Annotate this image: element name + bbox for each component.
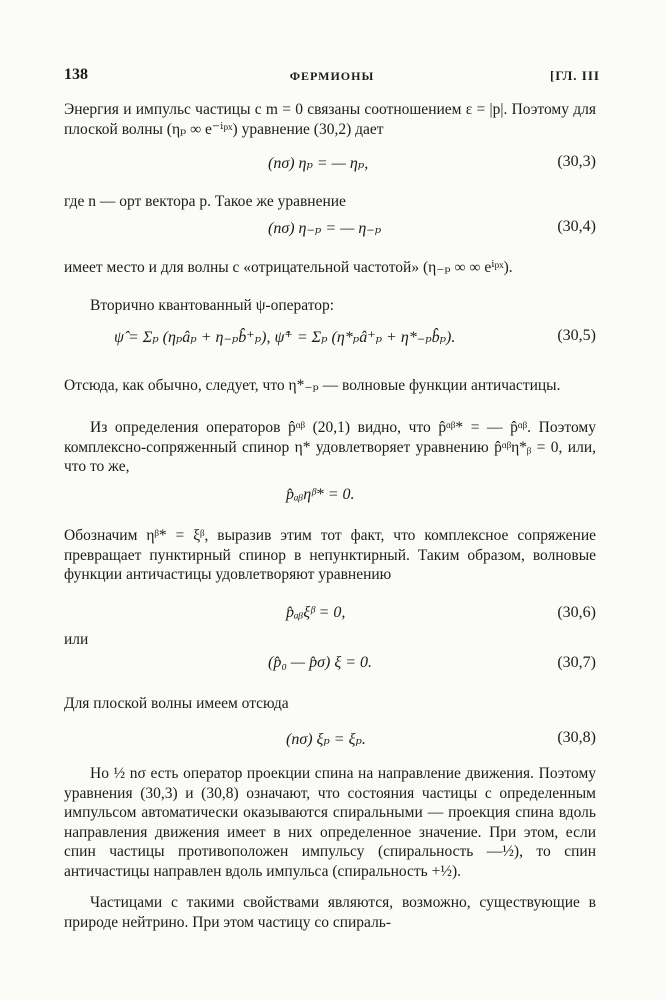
chapter-label: [ГЛ. III <box>549 68 600 83</box>
equation-number: (30,5) <box>557 327 596 344</box>
equation <box>64 654 596 678</box>
equation <box>64 218 596 242</box>
paragraph: Энергия и импульс частицы с m = 0 связаны соотношением ε = |p|. Поэтому для плоской волны (ηₚ ∞ e⁻ⁱᵖˣ) уравнение (30,2) дает <box>64 101 596 138</box>
equation <box>64 604 596 628</box>
equation-formula: p̂ₐᵦξᵝ = 0, <box>286 604 346 621</box>
paragraph: Для плоской волны имеем отсюда <box>64 695 289 712</box>
paragraph: где n — орт вектора p. Такое же уравнение <box>64 193 346 210</box>
paragraph: Из определения операторов p̂ᵅᵝ (20,1) видно, что p̂ᵅᵝ* = — p̂ᵅᵝ. Поэтому комплексно-сопряженный спинор η* удовлетворяет уравнению p̂ᵅᵝη*ᵦ = 0, или, что то же, <box>64 419 596 475</box>
paragraph: имеет место и для волны с «отрицательной частотой» (η₋ₚ ∞ ∞ eⁱᵖˣ). <box>64 259 513 276</box>
equation-formula: (nσ) ξₚ = ξₚ. <box>286 731 366 748</box>
equation <box>64 486 596 510</box>
running-header <box>64 66 600 86</box>
equation-number: (30,6) <box>557 604 596 621</box>
paragraph: Обозначим ηᵝ* = ξᵝ, выразив этим тот факт, что комплексное сопряжение превращает пунктирный спинор в непунктирный. Таким образом, волновые функции античастицы удовлетворяют уравнению <box>64 527 596 583</box>
equation <box>64 729 596 753</box>
equation-number: (30,4) <box>557 218 596 235</box>
equation-formula: (nσ) η₋ₚ = — η₋ₚ <box>268 220 382 237</box>
paragraph: Частицами с такими свойствами являются, возможно, существующие в природе нейтрино. При этом частицу со спираль- <box>64 894 596 931</box>
page-number: 138 <box>64 66 88 83</box>
paragraph: или <box>64 631 89 648</box>
equation <box>64 327 596 351</box>
running-title: ФЕРМИОНЫ <box>289 69 375 83</box>
equation-number: (30,8) <box>557 729 596 746</box>
paragraph: Но ½ nσ есть оператор проекции спина на направление движения. Поэтому уравнения (30,3) и (30,8) означают, что состояния частицы с определенным импульсом автоматически оказываются спиральными — проекция спина вдоль направления движения имеет в них определенное значение. При этом, если спин частицы противоположен импульсу (спиральность —½), то спин античастицы направлен вдоль импульса (спиральность +½). <box>64 765 596 880</box>
equation-formula: p̂ₐᵦηᵝ* = 0. <box>286 486 355 503</box>
equation-formula: (nσ) ηₚ = — ηₚ, <box>268 155 369 172</box>
equation-number: (30,3) <box>557 153 596 170</box>
paragraph: Вторично квантованный ψ-оператор: <box>90 297 335 314</box>
equation-formula: (p̂₀ — p̂σ) ξ = 0. <box>268 654 372 671</box>
paragraph: Отсюда, как обычно, следует, что η*₋ₚ — волновые функции античастицы. <box>64 377 561 394</box>
equation <box>64 153 596 177</box>
equation-number: (30,7) <box>557 654 596 671</box>
equation-formula: ψ̂ = Σₚ (ηₚâₚ + η₋ₚb̂⁺ₚ), ψ̂⁺ = Σₚ (η*ₚâ⁺ₚ + η*₋ₚb̂ₚ). <box>114 329 456 346</box>
